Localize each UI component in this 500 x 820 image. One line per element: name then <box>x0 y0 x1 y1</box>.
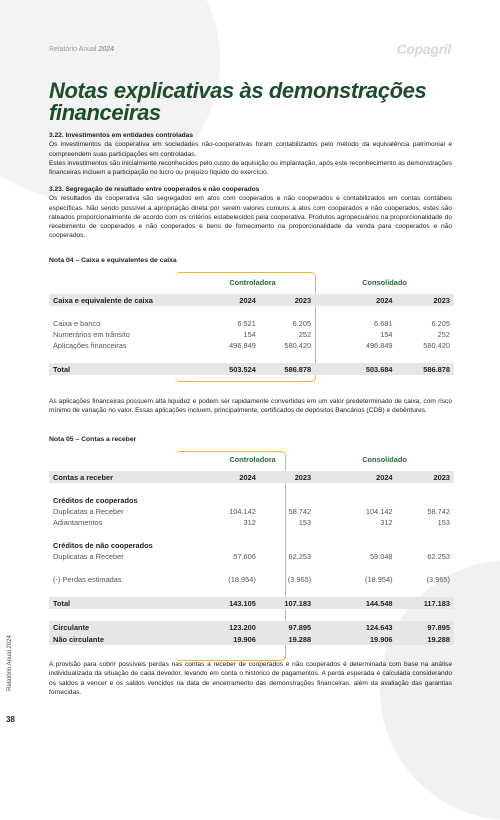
row-label: Duplicatas a Receber <box>53 552 124 561</box>
report-label-year: 2024 <box>98 46 115 53</box>
value-cell: 19.906 <box>190 633 260 645</box>
nota-04-explanation-text: As aplicações financeiras possuem alta liquidez e podem ser rapidamente convertidas em um valor predeterminado de caixa, com risco mínimo de variação no valor. Essas aplicações incluem, principalmente, certificados de depósitos Bancários (CDB) e debêntures. <box>49 398 452 415</box>
group-controladora: Controladora <box>229 278 276 287</box>
table-group-header <box>49 277 454 288</box>
nota-05-explanation <box>49 660 452 697</box>
page-title: Notas explicativas às demonstrações financeiras <box>49 78 427 125</box>
header-cell: Caixa e equivalente de caixa <box>49 294 190 306</box>
value-cell: 62.253 <box>427 552 450 561</box>
section-3-23-heading: 3.23. Segregação de resultado entre cooperados e não cooperados <box>49 186 260 193</box>
total-value: 107.183 <box>260 597 315 609</box>
section-3-22-heading: 3.22. Investimentos em entidades controladas <box>49 132 194 139</box>
row-label: Aplicações financeiras <box>53 341 127 350</box>
nota-05-explanation-text: A provisão para cobrir possíveis perdas nas contas a receber de cooperados e não cooperados é determinada com base na análise individualizada da situação de cada devedor, levando em conta o histórico de pagamentos. A perda esperada é calculada considerando os saldos a vencer e os saldos vencidos na data de encerramento das demonstrações financeiras, além da avaliação das garantias fornecidas. <box>49 661 452 696</box>
nota-04-explanation <box>49 397 452 416</box>
value-cell: 6.681 <box>374 319 393 328</box>
table-row <box>49 318 454 329</box>
value-cell: 19.288 <box>397 633 454 645</box>
total-label: Total <box>49 597 190 609</box>
value-cell: 123.200 <box>190 621 260 633</box>
group-controladora: Controladora <box>229 455 276 464</box>
row-label: Numerários em trânsito <box>53 330 130 339</box>
table-row <box>49 329 454 340</box>
table-row <box>49 551 454 562</box>
table-header-row <box>49 294 454 306</box>
value-cell: 154 <box>380 330 393 339</box>
header-cell: Contas a receber <box>49 471 190 483</box>
total-value: 503.524 <box>190 363 260 375</box>
group-consolidado: Consolidado <box>362 278 407 287</box>
total-value: 503.684 <box>315 363 396 375</box>
table-circulante-row <box>49 621 454 633</box>
value-cell: 97.895 <box>397 621 454 633</box>
value-cell: 97.895 <box>260 621 315 633</box>
row-label: Duplicatas a Receber <box>53 507 124 516</box>
row-label: Adiantamentos <box>53 518 103 527</box>
section-3-23-paragraph: Os resultados da cooperativa são segregados em atos com cooperados e não cooperados e contabilizados em contas contábeis específicas. Não sendo possível a apropriação direta por serem valores comuns a atos com cooperados e não cooperados, estes são rateados proporcionalmente de acordo com os critérios estabelecidos pela cooperativa. Produtos agropecuários na proporcionalidade do recebimento de cooperados e não cooperados e bens de fornecimento na proporcionalidade da venda para cooperados e não cooperados. <box>49 195 452 240</box>
side-report-label-text: Relatório Anual 2024 <box>6 635 13 691</box>
value-cell: 496.849 <box>365 341 393 350</box>
side-report-label <box>2 635 13 691</box>
value-cell: 59.048 <box>369 552 393 561</box>
section-3-22-paragraph-2: Estes investimentos são inicialmente reconhecidos pelo custo de aquisição ou implantação, após este reconhecimento as demonstrações financeiras incluem a participação no lucro ou prejuízo líquido do exercício. <box>49 159 452 177</box>
value-cell: (3.965) <box>287 575 312 584</box>
table-nao-circulante-row <box>49 633 454 645</box>
value-cell: 104.142 <box>365 507 393 516</box>
value-cell: 19.906 <box>315 633 396 645</box>
value-cell: (18.954) <box>228 575 256 584</box>
value-cell: (18.954) <box>365 575 393 584</box>
header-cell: 2024 <box>190 294 260 306</box>
header-cell: 2023 <box>260 294 315 306</box>
copagril-logo: Copagril <box>396 41 451 57</box>
table-row <box>49 506 454 517</box>
value-cell: 312 <box>243 518 256 527</box>
subheading-nao-cooperados: Créditos de não cooperados <box>53 541 153 550</box>
value-cell: 312 <box>380 518 393 527</box>
value-cell: 124.643 <box>315 621 396 633</box>
header-cell: 2024 <box>190 471 260 483</box>
table-row <box>49 517 454 528</box>
value-cell: 153 <box>437 518 450 527</box>
value-cell: 6.205 <box>292 319 312 328</box>
table-header-row <box>49 471 454 483</box>
row-label: Não circulante <box>49 633 190 645</box>
value-cell: 580.420 <box>284 341 312 350</box>
table-total-row <box>49 363 454 375</box>
total-value: 117.183 <box>397 597 454 609</box>
value-cell: 6.205 <box>431 319 450 328</box>
value-cell: 496.849 <box>229 341 256 350</box>
value-cell: 58.742 <box>427 507 450 516</box>
page-number: 38 <box>6 715 15 724</box>
header-cell: 2024 <box>315 294 396 306</box>
header-cell: 2023 <box>397 294 454 306</box>
row-label: (-) Perdas estimadas <box>53 575 122 584</box>
nota-04-title: Nota 04 – Caixa e equivalentes de caixa <box>49 257 177 264</box>
row-label: Caixa e banco <box>53 319 101 328</box>
value-cell: 19.288 <box>260 633 315 645</box>
value-cell: 153 <box>298 518 312 527</box>
table-row <box>49 574 454 585</box>
total-label: Total <box>49 363 190 375</box>
group-consolidado: Consolidado <box>362 455 407 464</box>
row-label: Circulante <box>49 621 190 633</box>
total-value: 586.878 <box>260 363 315 375</box>
nota-05-title: Nota 05 – Contas a receber <box>49 436 137 443</box>
total-value: 143.105 <box>190 597 260 609</box>
nota-04-table <box>49 277 454 375</box>
value-cell: 57.606 <box>233 552 256 561</box>
subheading-row <box>49 495 454 506</box>
value-cell: 580.420 <box>423 341 450 350</box>
header-cell: 2023 <box>397 471 454 483</box>
table-group-header <box>49 454 454 465</box>
table-row <box>49 340 454 351</box>
header-cell: 2023 <box>260 471 315 483</box>
value-cell: 62.253 <box>288 552 312 561</box>
section-3-22 <box>49 131 452 177</box>
value-cell: 58.742 <box>288 507 312 516</box>
value-cell: 6.521 <box>237 319 256 328</box>
section-3-22-paragraph-1: Os investimentos da cooperativa em sociedades não-cooperativas foram contabilizados pelo método da equivalência patrimonial e compreendem suas participações em controladas. <box>49 141 452 158</box>
value-cell: 252 <box>437 330 450 339</box>
subheading-row <box>49 540 454 551</box>
value-cell: 104.142 <box>229 507 256 516</box>
subheading-cooperados: Créditos de cooperados <box>53 496 138 505</box>
nota-05-table <box>49 454 454 645</box>
table-total-row <box>49 597 454 609</box>
value-cell: 252 <box>298 330 312 339</box>
value-cell: 154 <box>243 330 256 339</box>
report-label-prefix: Relatório Anual <box>49 46 97 53</box>
section-3-23 <box>49 185 452 241</box>
value-cell: (3.965) <box>426 575 450 584</box>
total-value: 144.548 <box>315 597 396 609</box>
total-value: 586.878 <box>397 363 454 375</box>
report-label <box>49 46 114 53</box>
header-cell: 2024 <box>315 471 396 483</box>
